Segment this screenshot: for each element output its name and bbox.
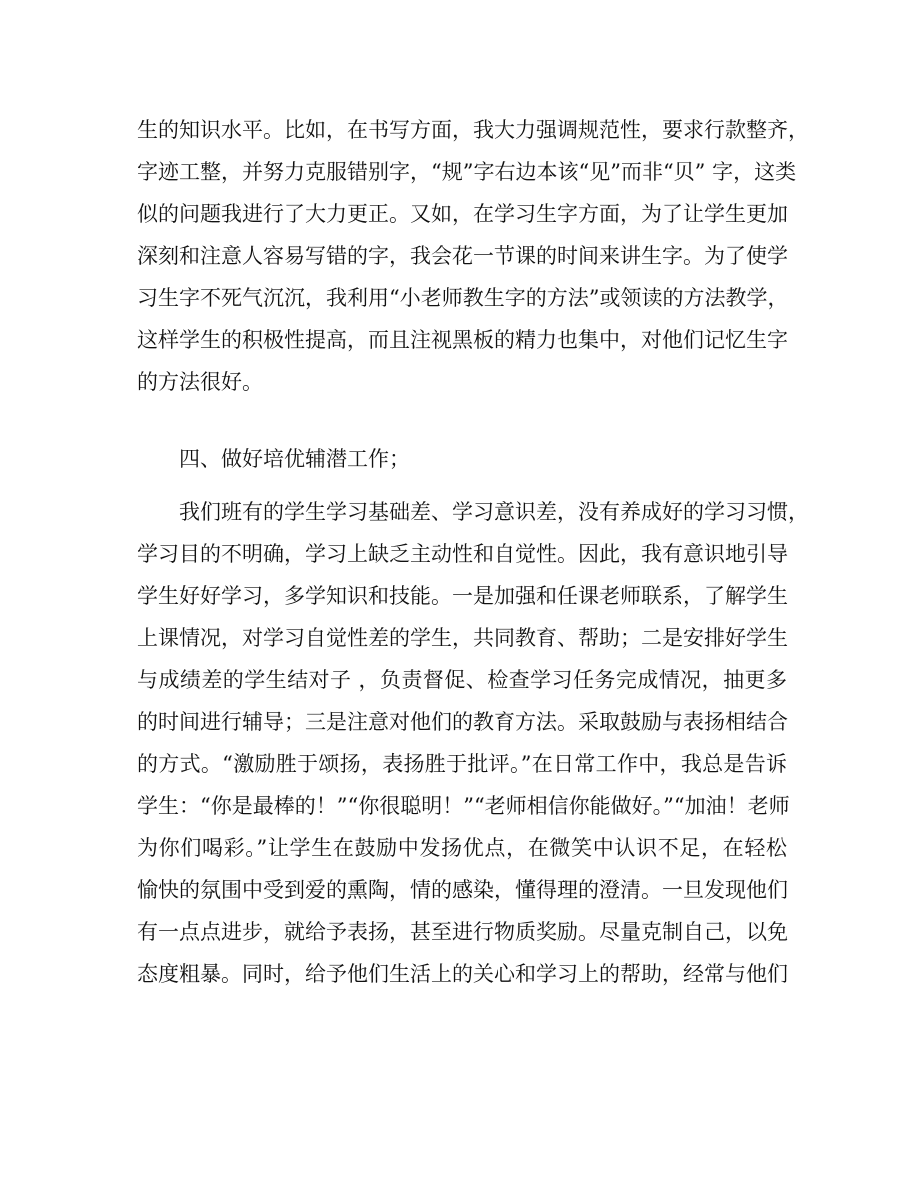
paragraph-line: 生的知识水平。比如，在书写方面，我大力强调规范性，要求行款整齐， [137,118,809,142]
paragraph-line: 的方式。“激励胜于颂扬，表扬胜于批评。”在日常工作中，我总是告诉 [137,752,787,776]
paragraph-line: 深刻和注意人容易写错的字，我会花一节课的时间来讲生字。为了使学 [137,244,788,268]
paragraph-line: 学生：“你是最棒的！”“你很聪明！”“老师相信你能做好。”“加油！老师 [137,794,790,818]
heading-4: 四、做好培优辅潜工作； [179,447,410,471]
paragraph-line: 与成绩差的学生结对子 ，负责督促、检查学习任务完成情况，抽更多 [137,668,787,692]
paragraph-line: 学习目的不明确，学习上缺乏主动性和自觉性。因此，我有意识地引导 [137,542,788,566]
paragraph-line: 的时间进行辅导；三是注意对他们的教育方法。采取鼓励与表扬相结合 [137,710,788,734]
paragraph-line: 态度粗暴。同时，给予他们生活上的关心和学习上的帮助，经常与他们 [137,962,788,986]
paragraph-line: 有一点点进步，就给予表扬，甚至进行物质奖励。尽量克制自己，以免 [137,920,788,944]
paragraph-line: 习生字不死气沉沉，我利用“小老师教生字的方法”或领读的方法教学， [137,286,789,310]
paragraph-2 [137,491,809,995]
paragraph-line: 上课情况，对学习自觉性差的学生，共同教育、帮助；二是安排好学生 [137,626,788,650]
paragraph-1 [137,109,809,403]
paragraph-line: 学生好好学习，多学知识和技能。一是加强和任课老师联系，了解学生 [137,584,788,608]
paragraph-line: 为你们喝彩。”让学生在鼓励中发扬优点，在微笑中认识不足，在轻松 [137,836,787,860]
paragraph-line: 似的问题我进行了大力更正。又如，在学习生字方面，为了让学生更加 [137,202,788,226]
paragraph-line: 我们班有的学生学习基础差、学习意识差，没有养成好的学习习惯， [179,500,809,524]
paragraph-line: 愉快的氛围中受到爱的熏陶，情的感染，懂得理的澄清。一旦发现他们 [137,878,788,902]
section-heading [137,438,787,480]
paragraph-line: 的方法很好。 [137,370,263,394]
paragraph-line: 字迹工整，并努力克服错别字，“规”字右边本该“见”而非“贝” 字，这类 [137,160,797,184]
paragraph-line: 这样学生的积极性提高，而且注视黑板的精力也集中，对他们记忆生字 [137,328,788,352]
